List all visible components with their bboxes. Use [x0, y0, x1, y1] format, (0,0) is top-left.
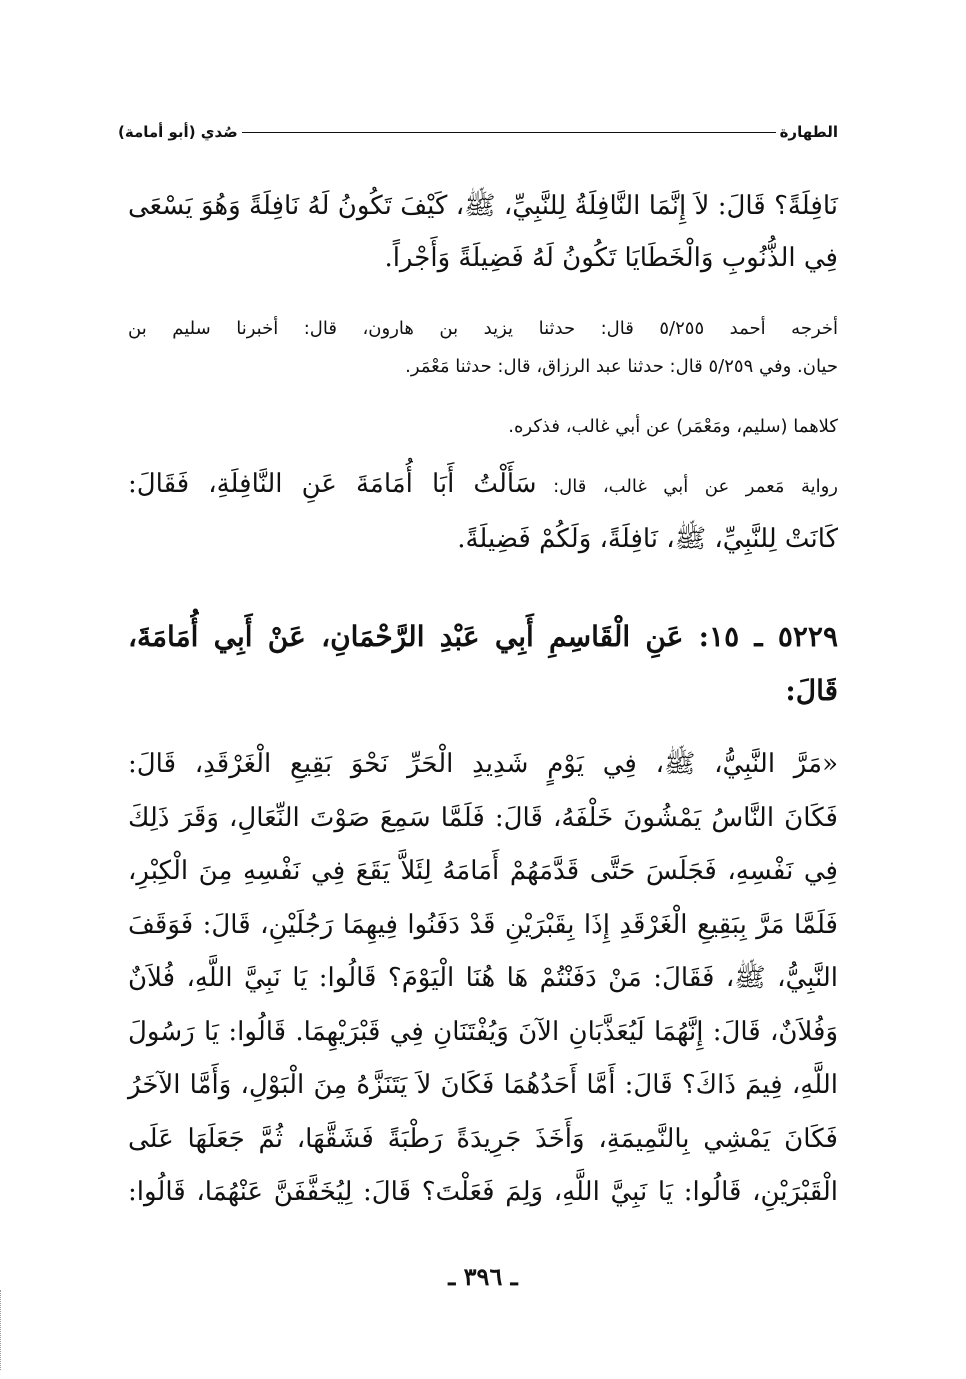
- text-line: أخرجه أحمد ٥/٢٥٥ قال: حدثنا يزيد بن هارون، قال: أخبرنا سليم بن: [128, 318, 839, 339]
- hadith-line: «مَرَّ النَّبِيُّ، ﷺ، فِي يَوْمٍ شَدِيدِ الْحَرِّ نَحْوَ بَقِيعِ الْغَرْقَدِ، قَالَ:: [128, 749, 838, 779]
- hadith-line: وَفُلاَنٌ، قَالَ: إِنَّهُمَا لَيُعَذَّبَانِ الآنَ وَيُفْتَنَانِ فِي قَبْرَيْهِمَا. قَالُوا: يَا رَسُولَ: [128, 1016, 838, 1047]
- header-narrator-title: صُدي (أبو أمامة): [118, 123, 238, 141]
- header-rule: [242, 132, 776, 133]
- hadith-heading-line: [128, 610, 838, 664]
- hadith-line: فَكَانَ يَمْشِي بِالنَّمِيمَةِ، وَأَخَذَ جَرِيدَةً رَطْبَةً فَشَقَّهَا، ثُمَّ جَعَلَهَا عَلَى: [128, 1123, 838, 1154]
- riwaya-prefix: رواية مَعمر عن أبي غالب، قال:: [536, 476, 839, 497]
- kilahuma-line: [128, 408, 838, 446]
- header-section-title: الطهارة: [779, 123, 838, 141]
- text-line: كلاهما (سليم، ومَعْمَر) عن أبي غالب، فذكره.: [508, 416, 838, 437]
- hadith-line: اللَّهِ، فِيمَ ذَاكَ؟ قَالَ: أَمَّا أَحَدُهُمَا فَكَانَ لاَ يَتَنَزَّهُ مِنَ الْبَوْلِ، وَأَمَّا الآخَرُ: [128, 1070, 838, 1100]
- hadith-line: فَكَانَ النَّاسُ يَمْشُونَ خَلْفَهُ، قَالَ: فَلَمَّا سَمِعَ صَوْتَ النِّعَالِ، وَقَرَ ذَلِكَ: [128, 802, 838, 833]
- hadith-number: ٥٢٢٩ ـ ١٥: [709, 620, 838, 653]
- scan-edge-marks: [0, 1290, 7, 1370]
- hadith-heading: [128, 610, 838, 718]
- text-line: [128, 458, 838, 513]
- text-line: حيان. وفي ٥/٢٥٩ قال: حدثنا عبد الرزاق، قال: حدثنا مَعْمَر.: [405, 356, 838, 377]
- hadith-line: النَّبِيُّ، ﷺ، فَقَالَ: مَنْ دَفَنْتُمْ هَا هُنَا الْيَوْمَ؟ قَالُوا: يَا نَبِيَّ اللَّهِ، فُلاَنٌ: [128, 963, 838, 993]
- text-line: فِي الذُّنُوبِ وَالْخَطَايَا تَكُونُ لَهُ فَضِيلَةً وَأَجْراً.: [384, 243, 838, 273]
- riwaya-quote: سَأَلْتُ أَبَا أُمَامَةَ عَنِ النَّافِلَةِ، فَقَالَ:: [128, 469, 537, 499]
- running-header: [118, 118, 838, 146]
- page-number: ـ ٣٩٦ ـ: [448, 1262, 518, 1291]
- hadith-text: [128, 738, 838, 1220]
- text-line: كَانَتْ لِلنَّبِيِّ، ﷺ، نَافِلَةً، وَلَكُمْ فَضِيلَةً.: [457, 524, 838, 554]
- riwaya-paragraph: [128, 458, 838, 565]
- hadith-line: فَلَمَّا مَرَّ بِبَقِيعِ الْغَرْقَدِ إِذَا بِقَبْرَيْنِ قَدْ دَفَنُوا فِيهِمَا رَجُلَيْنِ، قَالَ: فَوَقَفَ: [128, 909, 838, 940]
- hadith-line: فِي نَفْسِهِ، فَجَلَسَ حَتَّى قَدَّمَهُمْ أَمَامَهُ لِئَلاَّ يَقَعَ فِي نَفْسِهِ مِنَ الْكِبْرِ،: [128, 856, 838, 886]
- hadith-chain: : عَنِ الْقَاسِمِ أَبِي عَبْدِ الرَّحْمَانِ، عَنْ أَبِي أُمَامَةَ،: [128, 620, 710, 653]
- takhrij-paragraph: [128, 310, 838, 386]
- hadith-heading-line: قَالَ:: [785, 674, 838, 707]
- hadith-line: الْقَبْرَيْنِ، قَالُوا: يَا نَبِيَّ اللَّهِ، وَلِمَ فَعَلْتَ؟ قَالَ: لِيُخَفَّفَنَّ عَنْهُمَا، قَالُوا:: [128, 1177, 838, 1207]
- opening-paragraph: [128, 180, 838, 284]
- text-line: نَافِلَةً؟ قَالَ: لاَ إِنَّمَا النَّافِلَةُ لِلنَّبِيِّ، ﷺ، كَيْفَ تَكُونُ لَهُ نَافِلَةً وَهُوَ يَسْعَى: [128, 191, 838, 221]
